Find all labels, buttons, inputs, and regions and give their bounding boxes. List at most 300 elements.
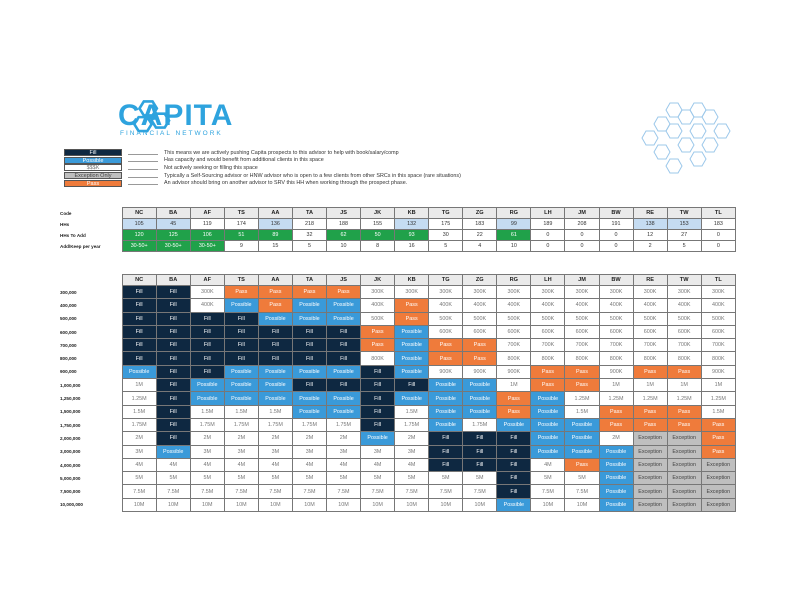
summary-cell: 153 — [667, 219, 701, 230]
matrix-cell: 3M — [292, 445, 326, 458]
advisor-code-header: KB — [395, 208, 429, 219]
legend-divider — [128, 158, 158, 162]
summary-cell: 0 — [565, 241, 599, 252]
matrix-cell: 700K — [531, 339, 565, 352]
matrix-cell: 1.75M — [122, 418, 156, 431]
matrix-cell: Fill — [258, 352, 292, 365]
matrix-cell: 700K — [565, 339, 599, 352]
advisor-code-header: AA — [258, 275, 292, 286]
summary-cell: 0 — [701, 230, 735, 241]
legend-row — [64, 149, 461, 157]
matrix-cell: Fill — [156, 405, 190, 418]
matrix-row — [60, 458, 736, 471]
summary-cell: 5 — [429, 241, 463, 252]
matrix-cell: 1M — [497, 379, 531, 392]
matrix-cell: Fill — [122, 312, 156, 325]
matrix-cell: 400K — [565, 299, 599, 312]
matrix-cell: 500K — [361, 312, 395, 325]
matrix-cell: Possible — [361, 432, 395, 445]
matrix-cell: 800K — [667, 352, 701, 365]
asset-level-label: 1,000,000 — [60, 382, 81, 388]
matrix-cell: Possible — [292, 392, 326, 405]
matrix-cell: Possible — [258, 379, 292, 392]
matrix-cell: Possible — [395, 325, 429, 338]
matrix-cell: Pass — [395, 312, 429, 325]
advisor-code-header: TS — [224, 208, 258, 219]
matrix-cell: 3M — [395, 445, 429, 458]
matrix-row — [60, 312, 736, 325]
matrix-cell: Possible — [463, 392, 497, 405]
matrix-cell: 600K — [429, 325, 463, 338]
matrix-cell: Pass — [531, 365, 565, 378]
matrix-cell: 10M — [258, 498, 292, 511]
matrix-cell: Fill — [497, 432, 531, 445]
matrix-cell: 400K — [701, 299, 735, 312]
legend-description: Typically a Self-Sourcing advisor or HNW advisor who is open to a few clients from other SRCs in this space (rare situations) — [164, 172, 461, 179]
matrix-cell: 1.25M — [633, 392, 667, 405]
matrix-row — [60, 432, 736, 445]
asset-level-label: 800,000 — [60, 356, 77, 362]
matrix-cell: Possible — [429, 405, 463, 418]
summary-cell: 10 — [497, 241, 531, 252]
advisor-code-header: NC — [122, 208, 156, 219]
matrix-cell: 5M — [395, 472, 429, 485]
matrix-cell: Possible — [565, 445, 599, 458]
asset-level-label: 700,000 — [60, 342, 77, 348]
advisor-code-header: TW — [667, 208, 701, 219]
matrix-cell: Possible — [292, 299, 326, 312]
matrix-cell: Exception — [667, 472, 701, 485]
advisor-code-header: RE — [633, 208, 667, 219]
summary-cell: 12 — [633, 230, 667, 241]
matrix-row — [60, 339, 736, 352]
matrix-cell: 10M — [156, 498, 190, 511]
matrix-cell: Fill — [327, 325, 361, 338]
matrix-cell: 4M — [224, 458, 258, 471]
row-label: HHs — [60, 221, 70, 227]
matrix-cell: Possible — [429, 418, 463, 431]
matrix-cell: 3M — [122, 445, 156, 458]
matrix-cell: 400K — [599, 299, 633, 312]
asset-level-label: 5,000,000 — [60, 475, 81, 481]
summary-cell: 10 — [327, 241, 361, 252]
summary-cell: 15 — [258, 241, 292, 252]
matrix-cell: Possible — [258, 392, 292, 405]
matrix-cell: Pass — [395, 299, 429, 312]
matrix-cell: 4M — [531, 458, 565, 471]
advisor-code-header: TG — [429, 275, 463, 286]
legend-key: Exception Only — [64, 172, 122, 179]
advisor-code-header: RG — [497, 208, 531, 219]
matrix-cell: Pass — [463, 339, 497, 352]
matrix-cell: 7.5M — [429, 485, 463, 498]
matrix-cell: Pass — [633, 405, 667, 418]
matrix-cell: Fill — [156, 432, 190, 445]
matrix-cell: 400K — [190, 299, 224, 312]
matrix-cell: Fill — [156, 352, 190, 365]
matrix-cell: 1.75M — [190, 418, 224, 431]
matrix-cell: Exception — [701, 485, 735, 498]
advisor-code-header: BW — [599, 208, 633, 219]
advisor-code-header: NC — [122, 275, 156, 286]
matrix-cell: Pass — [565, 379, 599, 392]
advisor-code-header: TL — [701, 275, 735, 286]
matrix-cell: Exception — [667, 498, 701, 511]
matrix-cell: 3M — [258, 445, 292, 458]
matrix-cell: 500K — [599, 312, 633, 325]
matrix-cell: 500K — [667, 312, 701, 325]
matrix-cell: 300K — [531, 286, 565, 299]
summary-cell: 22 — [463, 230, 497, 241]
row-label: Add/Keep per year — [60, 243, 101, 249]
summary-cell: 0 — [531, 241, 565, 252]
summary-cell: 16 — [395, 241, 429, 252]
matrix-cell: 5M — [258, 472, 292, 485]
matrix-cell: 800K — [565, 352, 599, 365]
summary-cell: 4 — [463, 241, 497, 252]
matrix-cell: Fill — [156, 418, 190, 431]
matrix-cell: 10M — [429, 498, 463, 511]
matrix-cell: Fill — [156, 312, 190, 325]
matrix-cell: Fill — [292, 339, 326, 352]
row-label — [60, 275, 122, 286]
matrix-cell: 900K — [701, 365, 735, 378]
legend-description: Not actively seeking or filling this space — [164, 164, 258, 171]
matrix-cell: Exception — [701, 458, 735, 471]
matrix-cell: 400K — [531, 299, 565, 312]
matrix-cell: Pass — [667, 418, 701, 431]
summary-cell: 99 — [497, 219, 531, 230]
matrix-cell: 4M — [395, 458, 429, 471]
matrix-cell: 500K — [633, 312, 667, 325]
matrix-cell: 700K — [667, 339, 701, 352]
summary-cell: 51 — [224, 230, 258, 241]
matrix-cell: 600K — [565, 325, 599, 338]
advisor-code-header: LH — [531, 275, 565, 286]
matrix-cell: 600K — [463, 325, 497, 338]
advisor-code-header: RG — [497, 275, 531, 286]
legend-divider — [128, 166, 158, 170]
matrix-cell: 4M — [258, 458, 292, 471]
advisor-code-header: TA — [292, 275, 326, 286]
row-label: Code — [60, 210, 72, 216]
summary-cell: 138 — [633, 219, 667, 230]
matrix-cell: Pass — [429, 339, 463, 352]
legend-description: An advisor should bring on another advisor to SRV this HH when working through the prospect phase. — [164, 180, 408, 187]
legend-divider — [128, 181, 158, 185]
matrix-cell: Fill — [292, 379, 326, 392]
matrix-cell: 7.5M — [122, 485, 156, 498]
matrix-cell: Fill — [156, 286, 190, 299]
legend-row — [64, 164, 461, 172]
advisor-code-header: RE — [633, 275, 667, 286]
hexagon-network-icon — [630, 98, 740, 178]
matrix-cell: 1.5M — [224, 405, 258, 418]
summary-cell: 27 — [667, 230, 701, 241]
summary-cell: 119 — [190, 219, 224, 230]
matrix-cell: 2M — [190, 432, 224, 445]
asset-level-label: 1,500,000 — [60, 409, 81, 415]
matrix-cell: Fill — [327, 379, 361, 392]
matrix-cell: 700K — [497, 339, 531, 352]
matrix-cell: 300K — [429, 286, 463, 299]
matrix-cell: Fill — [429, 458, 463, 471]
matrix-cell: Pass — [701, 418, 735, 431]
matrix-cell: Possible — [531, 405, 565, 418]
legend — [64, 149, 461, 187]
matrix-cell: Fill — [122, 286, 156, 299]
matrix-cell: Exception — [633, 498, 667, 511]
matrix-cell: 1.25M — [565, 392, 599, 405]
matrix-cell: Exception — [667, 458, 701, 471]
matrix-cell: Pass — [599, 405, 633, 418]
matrix-cell: Possible — [531, 418, 565, 431]
matrix-cell: Possible — [156, 445, 190, 458]
matrix-cell: Fill — [497, 445, 531, 458]
advisor-code-header: JK — [361, 275, 395, 286]
matrix-cell: Fill — [429, 445, 463, 458]
matrix-cell: 5M — [565, 472, 599, 485]
matrix-row — [60, 379, 736, 392]
summary-cell: 188 — [327, 219, 361, 230]
matrix-cell: 600K — [667, 325, 701, 338]
matrix-cell: 1.75M — [463, 418, 497, 431]
matrix-cell: Possible — [327, 405, 361, 418]
summary-cell: 183 — [701, 219, 735, 230]
matrix-cell: 500K — [565, 312, 599, 325]
advisor-code-header: AA — [258, 208, 292, 219]
matrix-cell: Fill — [292, 352, 326, 365]
matrix-cell: 7.5M — [395, 485, 429, 498]
matrix-cell: Pass — [361, 325, 395, 338]
matrix-cell: 10M — [122, 498, 156, 511]
summary-cell: 30-50+ — [156, 241, 190, 252]
summary-cell: 0 — [565, 230, 599, 241]
matrix-cell: Possible — [258, 312, 292, 325]
legend-divider — [128, 174, 158, 178]
matrix-cell: 2M — [395, 432, 429, 445]
matrix-cell: 4M — [327, 458, 361, 471]
matrix-cell: 2M — [122, 432, 156, 445]
matrix-cell: 1.25M — [599, 392, 633, 405]
matrix-row — [60, 498, 736, 511]
matrix-cell: Pass — [224, 286, 258, 299]
matrix-row — [60, 352, 736, 365]
matrix-cell: 300K — [667, 286, 701, 299]
advisor-code-header: TG — [429, 208, 463, 219]
matrix-cell: 300K — [395, 286, 429, 299]
matrix-cell: 1.25M — [122, 392, 156, 405]
matrix-cell: 7.5M — [258, 485, 292, 498]
matrix-cell: 600K — [701, 325, 735, 338]
legend-row — [64, 157, 461, 165]
matrix-cell: 500K — [531, 312, 565, 325]
summary-cell: 120 — [122, 230, 156, 241]
matrix-cell: Pass — [463, 352, 497, 365]
asset-level-label: 1,750,000 — [60, 422, 81, 428]
matrix-cell: 4M — [156, 458, 190, 471]
matrix-cell: 2M — [292, 432, 326, 445]
summary-row — [60, 230, 736, 241]
matrix-cell: Fill — [156, 299, 190, 312]
matrix-cell: Fill — [497, 472, 531, 485]
matrix-cell: 3M — [327, 445, 361, 458]
matrix-cell: 1.5M — [190, 405, 224, 418]
advisor-code-header: TA — [292, 208, 326, 219]
matrix-cell: 4M — [190, 458, 224, 471]
matrix-cell: Pass — [565, 365, 599, 378]
matrix-cell: Pass — [292, 286, 326, 299]
matrix-cell: Fill — [224, 352, 258, 365]
matrix-cell: Possible — [395, 352, 429, 365]
advisor-code-header: TW — [667, 275, 701, 286]
matrix-cell: Pass — [327, 286, 361, 299]
matrix-cell: Pass — [497, 405, 531, 418]
matrix-cell: Possible — [327, 312, 361, 325]
matrix-cell: 800K — [599, 352, 633, 365]
summary-cell: 5 — [667, 241, 701, 252]
matrix-cell: 300K — [463, 286, 497, 299]
matrix-cell: 500K — [701, 312, 735, 325]
advisor-code-header: BA — [156, 208, 190, 219]
summary-cell: 136 — [258, 219, 292, 230]
matrix-cell: 1.75M — [258, 418, 292, 431]
asset-level-label: 7,500,000 — [60, 489, 81, 495]
matrix-cell: Pass — [258, 286, 292, 299]
summary-cell: 218 — [292, 219, 326, 230]
matrix-cell: 1.5M — [395, 405, 429, 418]
matrix-cell: Fill — [327, 352, 361, 365]
matrix-cell: Fill — [224, 325, 258, 338]
matrix-cell: Possible — [292, 312, 326, 325]
matrix-cell: 10M — [463, 498, 497, 511]
matrix-cell: 800K — [633, 352, 667, 365]
matrix-cell: Possible — [224, 299, 258, 312]
advisor-code-header: BA — [156, 275, 190, 286]
legend-divider — [128, 151, 158, 155]
matrix-cell: 10M — [292, 498, 326, 511]
summary-cell: 50 — [361, 230, 395, 241]
matrix-cell: Exception — [633, 445, 667, 458]
matrix-cell: 3M — [224, 445, 258, 458]
matrix-row — [60, 365, 736, 378]
summary-cell: 0 — [599, 230, 633, 241]
matrix-cell: 10M — [224, 498, 258, 511]
legend-key: Pass — [64, 180, 122, 187]
matrix-cell: Fill — [463, 458, 497, 471]
matrix-cell: Fill — [156, 325, 190, 338]
summary-cell: 62 — [327, 230, 361, 241]
matrix-cell: Pass — [497, 392, 531, 405]
legend-key: $$$K — [64, 164, 122, 171]
matrix-cell: 300K — [599, 286, 633, 299]
matrix-cell: Fill — [190, 365, 224, 378]
brand-tagline: FINANCIAL NETWORK — [120, 130, 223, 137]
matrix-cell: 400K — [429, 299, 463, 312]
matrix-row — [60, 325, 736, 338]
matrix-cell: Fill — [190, 325, 224, 338]
matrix-cell: 5M — [224, 472, 258, 485]
summary-cell: 125 — [156, 230, 190, 241]
matrix-cell: Possible — [565, 418, 599, 431]
matrix-cell: 2M — [258, 432, 292, 445]
matrix-cell: 1M — [122, 379, 156, 392]
matrix-cell: Fill — [361, 379, 395, 392]
matrix-cell: 3M — [190, 445, 224, 458]
matrix-cell: 600K — [599, 325, 633, 338]
matrix-cell: 500K — [429, 312, 463, 325]
matrix-cell: Possible — [429, 379, 463, 392]
matrix-cell: 400K — [463, 299, 497, 312]
matrix-cell: 5M — [292, 472, 326, 485]
matrix-cell: Fill — [122, 352, 156, 365]
matrix-cell: Fill — [156, 339, 190, 352]
summary-cell: 45 — [156, 219, 190, 230]
matrix-cell: 1M — [667, 379, 701, 392]
matrix-cell: Possible — [395, 339, 429, 352]
matrix-cell: 7.5M — [224, 485, 258, 498]
matrix-cell: 10M — [327, 498, 361, 511]
advisor-code-header: JK — [361, 208, 395, 219]
matrix-cell: Pass — [667, 405, 701, 418]
matrix-cell: 400K — [497, 299, 531, 312]
matrix-cell: Pass — [565, 458, 599, 471]
matrix-row — [60, 418, 736, 431]
matrix-cell: 400K — [633, 299, 667, 312]
matrix-cell: Fill — [327, 339, 361, 352]
summary-header-row — [60, 208, 736, 219]
legend-description: This means we are actively pushing Capita prospects to this advisor to help with book/salary/comp — [164, 149, 399, 156]
matrix-cell: 700K — [633, 339, 667, 352]
summary-cell: 0 — [701, 241, 735, 252]
summary-cell: 30-50+ — [190, 241, 224, 252]
asset-level-label: 4,000,000 — [60, 462, 81, 468]
matrix-cell: 1M — [701, 379, 735, 392]
summary-cell: 175 — [429, 219, 463, 230]
matrix-cell: Possible — [599, 472, 633, 485]
matrix-cell: Possible — [258, 365, 292, 378]
summary-cell: 9 — [224, 241, 258, 252]
matrix-row — [60, 286, 736, 299]
matrix-cell: Exception — [667, 445, 701, 458]
coverage-matrix-table — [60, 274, 736, 512]
matrix-cell: 10M — [361, 498, 395, 511]
matrix-cell: 300K — [701, 286, 735, 299]
matrix-cell: Possible — [327, 299, 361, 312]
matrix-cell: Possible — [327, 365, 361, 378]
matrix-cell: 5M — [156, 472, 190, 485]
matrix-cell: Fill — [122, 299, 156, 312]
matrix-cell: Pass — [429, 352, 463, 365]
matrix-cell: 900K — [429, 365, 463, 378]
legend-row — [64, 179, 461, 187]
matrix-cell: 1.5M — [565, 405, 599, 418]
summary-cell: 0 — [599, 241, 633, 252]
summary-cell: 8 — [361, 241, 395, 252]
matrix-cell: Exception — [633, 458, 667, 471]
matrix-cell: 4M — [122, 458, 156, 471]
matrix-cell: 1.75M — [327, 418, 361, 431]
matrix-cell: 7.5M — [361, 485, 395, 498]
matrix-cell: 4M — [292, 458, 326, 471]
matrix-cell: 900K — [497, 365, 531, 378]
brand-name: CAPITA — [118, 99, 234, 132]
matrix-cell: Possible — [599, 498, 633, 511]
matrix-cell: Fill — [361, 365, 395, 378]
summary-cell: 32 — [292, 230, 326, 241]
advisor-code-header: BW — [599, 275, 633, 286]
matrix-cell: 7.5M — [327, 485, 361, 498]
